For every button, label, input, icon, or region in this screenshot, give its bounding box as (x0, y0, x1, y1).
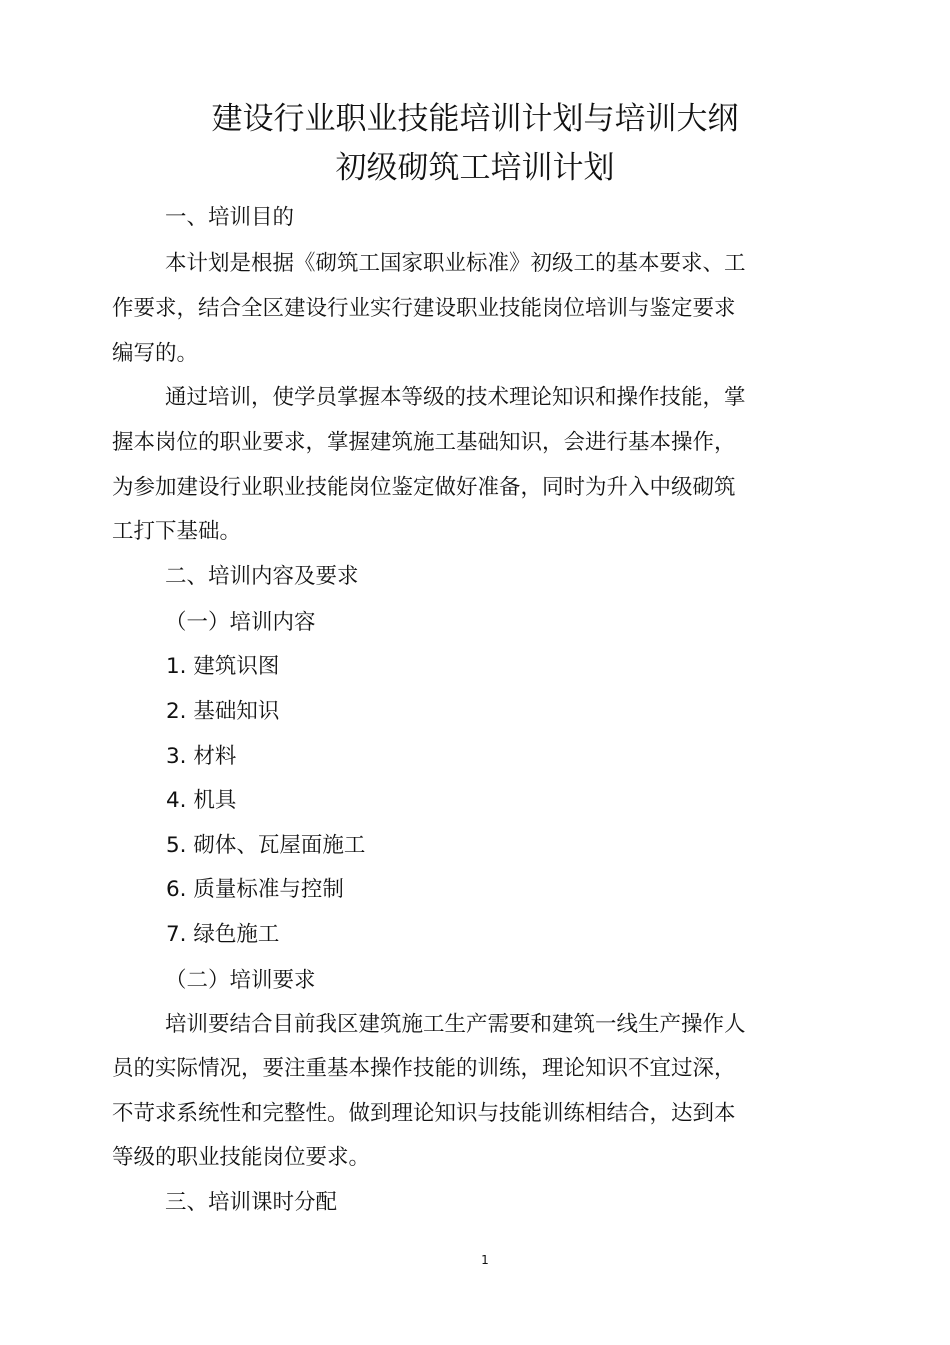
section-heading-content: 二、培训内容及要求 (165, 564, 359, 589)
paragraph-requirements-line: 不苛求系统性和完整性。做到理论知识与技能训练相结合，达到本 (112, 1101, 736, 1126)
paragraph-goal-line: 工打下基础。 (112, 519, 242, 544)
list-item: 3. 材料 (166, 744, 237, 769)
paragraph-goal-line: 为参加建设行业职业技能岗位鉴定做好准备，同时为升入中级砌筑 (112, 475, 736, 500)
list-item: 1. 建筑识图 (166, 654, 280, 679)
subsection-heading-requirements: （二）培训要求 (165, 968, 316, 993)
document-subtitle: 初级砌筑工培训计划 (335, 150, 615, 186)
document-title: 建设行业职业技能培训计划与培训大纲 (211, 101, 739, 137)
paragraph-purpose-line: 作要求，结合全区建设行业实行建设职业技能岗位培训与鉴定要求 (112, 296, 736, 321)
paragraph-purpose-line: 编写的。 (112, 341, 199, 366)
paragraph-requirements-line: 等级的职业技能岗位要求。 (112, 1145, 371, 1170)
paragraph-goal-line: 握本岗位的职业要求，掌握建筑施工基础知识，会进行基本操作， (112, 430, 736, 455)
list-item: 2. 基础知识 (166, 699, 280, 724)
list-item: 7. 绿色施工 (166, 922, 280, 947)
subsection-heading-content: （一）培训内容 (165, 610, 316, 635)
section-heading-hours: 三、培训课时分配 (165, 1190, 338, 1215)
list-item: 6. 质量标准与控制 (166, 877, 344, 902)
paragraph-requirements-line: 员的实际情况，要注重基本操作技能的训练，理论知识不宜过深， (112, 1056, 736, 1081)
section-heading-purpose: 一、培训目的 (165, 205, 295, 230)
paragraph-requirements-line: 培训要结合目前我区建筑施工生产需要和建筑一线生产操作人 (165, 1012, 746, 1037)
paragraph-goal-line: 通过培训，使学员掌握本等级的技术理论知识和操作技能，掌 (165, 385, 746, 410)
list-item: 5. 砌体、瓦屋面施工 (166, 833, 366, 858)
page-number: 1 (481, 1253, 489, 1267)
paragraph-purpose-line: 本计划是根据《砌筑工国家职业标准》初级工的基本要求、工 (165, 251, 746, 276)
list-item: 4. 机具 (166, 788, 237, 813)
